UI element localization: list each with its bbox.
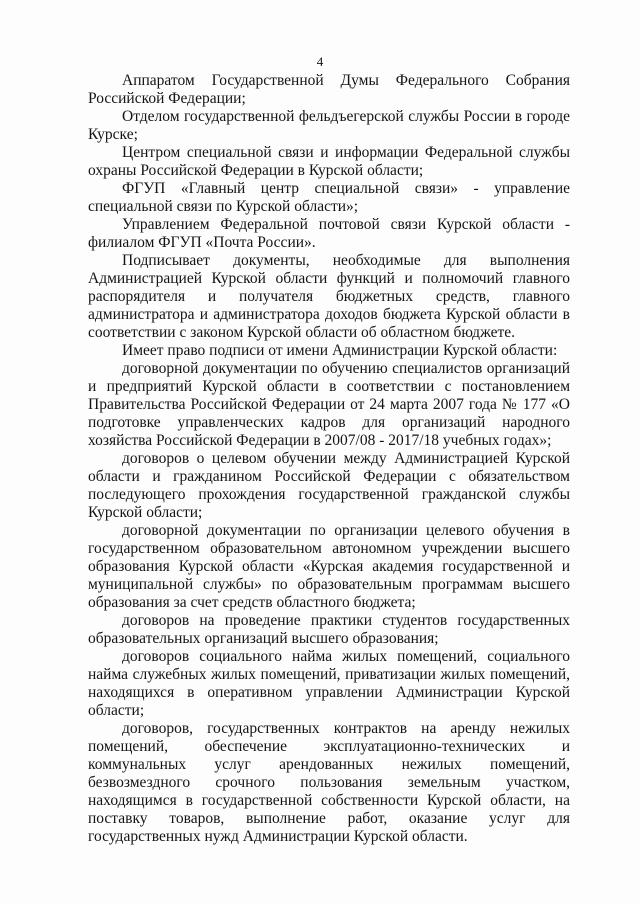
paragraph: ФГУП «Главный центр специальной связи» - управление специальной связи по Курской области»; xyxy=(88,180,570,215)
document-body xyxy=(88,72,570,846)
paragraph: договорной документации по организации целевого обучения в государственном образовательном автономном учреждении высшего образования Курской области «Курская академия государственной и муниципальной службы» по образовательным программам высшего образования за счет средств областного бюджета; xyxy=(88,522,570,611)
paragraph: Аппаратом Государственной Думы Федерального Собрания Российской Федерации; xyxy=(88,72,570,107)
paragraph: Управлением Федеральной почтовой связи Курской области - филиалом ФГУП «Почта России». xyxy=(88,216,570,251)
paragraph: договорной документации по обучению специалистов организаций и предприятий Курской области в соответствии с постановлением Правительства Российской Федерации от 24 марта 2007 года № 177 «О подготовке управленческих кадров для организаций народного хозяйства Российской Федерации в 2007/08 - 2017/18 учебных годах»; xyxy=(88,360,570,449)
paragraph: договоров, государственных контрактов на аренду нежилых помещений, обеспечение эксплуатационно-технических и коммунальных услуг арендованных нежилых помещений, безвозмездного срочного пользования земельным участком, находящимся в государственной собственности Курской области, на поставку товаров, выполнение работ, оказание услуг для государственных нужд Администрации Курской области. xyxy=(88,720,570,845)
page-number: 4 xyxy=(316,54,324,69)
paragraph: Подписывает документы, необходимые для выполнения Администрацией Курской области функций и полномочий главного распорядителя и получателя бюджетных средств, главного администратора и администратора доходов бюджета Курской области в соответствии с законом Курской области об областном бюджете. xyxy=(88,252,570,341)
paragraph: договоров на проведение практики студентов государственных образовательных организаций высшего образования; xyxy=(88,612,570,647)
paragraph: договоров социального найма жилых помещений, социального найма служебных жилых помещений, приватизации жилых помещений, находящихся в оперативном управлении Администрации Курской области; xyxy=(88,648,570,719)
paragraph: Отделом государственной фельдъегерской службы России в городе Курске; xyxy=(88,108,570,143)
paragraph: Имеет право подписи от имени Администрации Курской области: xyxy=(122,342,558,359)
paragraph: Центром специальной связи и информации Федеральной службы охраны Российской Федерации в Курской области; xyxy=(88,144,570,179)
paragraph: договоров о целевом обучении между Администрацией Курской области и гражданином Российской Федерации с обязательством последующего прохождения государственной гражданской службы Курской области; xyxy=(88,450,570,521)
